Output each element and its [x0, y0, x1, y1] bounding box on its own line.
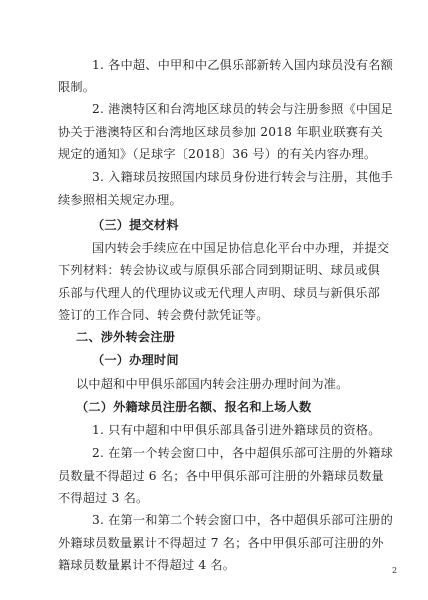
body-text-line: 下列材料：转会协议或与原俱乐部合同到期证明、球员或俱 [58, 263, 381, 277]
body-text-line: 签订的工作合同、转会费付款凭证等。 [58, 308, 269, 322]
body-text-line: 外籍球员数量累计不得超过 7 名；各中甲俱乐部可注册的外 [58, 536, 384, 550]
body-text-line: 2. 在第一个转会窗口中，各中超俱乐部可注册的外籍球 [92, 446, 394, 460]
body-text-line: 乐部与代理人的代理协议或无代理人声明、球员与新俱乐部 [58, 286, 381, 300]
body-text-line: 限制。 [58, 80, 96, 94]
body-text-line: 协关于港澳特区和台湾地区球员参加 2018 年职业联赛有关 [58, 125, 383, 139]
body-text-line: 3. 在第一和第二个转会窗口中，各中超俱乐部可注册的 [92, 513, 394, 527]
body-text-line: 不得超过 3 名。 [58, 491, 149, 505]
body-text-line: 3. 入籍球员按照国内球员身份进行转会与注册，其他手 [92, 170, 394, 184]
body-text-line: 续参照相关规定办理。 [58, 193, 182, 207]
body-text-line: 籍球员数量累计不得超过 4 名。 [58, 558, 236, 572]
body-text-line: 国内转会手续应在中国足协信息化平台中办理，并提交 [92, 241, 390, 255]
page-number: 2 [392, 566, 398, 575]
section-heading: （三）提交材料 [92, 218, 179, 232]
body-text-line: 1. 只有中超和中甲俱乐部具备引进外籍球员的资格。 [92, 423, 381, 437]
body-text-line: 员数量不得超过 6 名；各中甲俱乐部可注册的外籍球员数量 [58, 469, 384, 483]
body-text-line: 2. 港澳特区和台湾地区球员的转会与注册参照《中国足 [92, 102, 394, 116]
body-text-line: 规定的通知》（足球字〔2018〕36 号）的有关内容办理。 [58, 147, 377, 161]
section-heading: （一）办理时间 [92, 353, 179, 367]
section-heading: 二、涉外转会注册 [76, 330, 176, 344]
body-text-line: 1. 各中超、中甲和中乙俱乐部新转入国内球员没有名额 [92, 58, 394, 72]
section-heading: （二）外籍球员注册名额、报名和上场人数 [76, 400, 312, 414]
body-text-line: 以中超和中甲俱乐部国内转会注册办理时间为准。 [76, 377, 349, 391]
